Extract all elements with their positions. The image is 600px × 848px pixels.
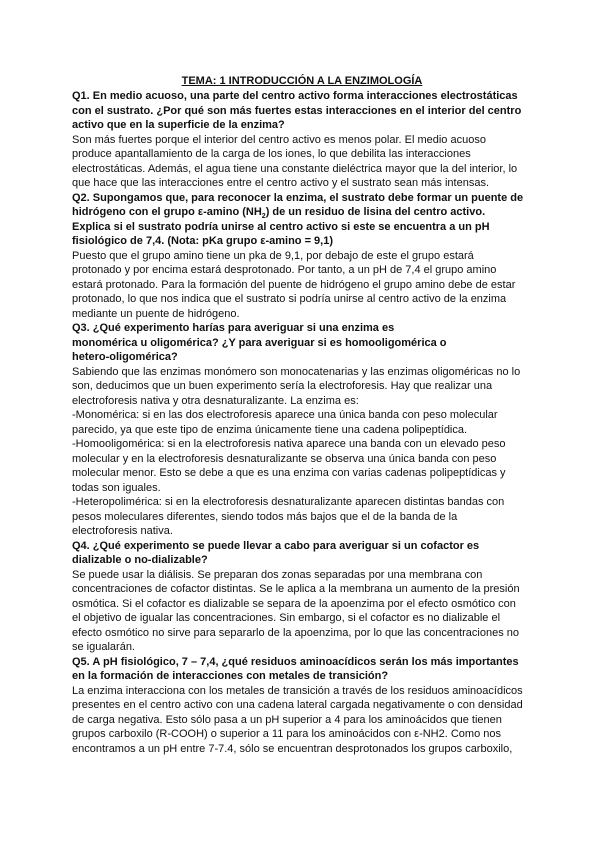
answer-3-line: molecular y en la electroforesis desnaturalizante se observa una única banda con peso [72,452,497,465]
answer-5-line: presentes en el centro activo con una cadena lateral cargada negativamente o con densidad [72,699,523,711]
question-5-line: Q5. A pH fisiológico, 7 – 7,4, ¿qué residuos aminoacídicos serán los más importantes [72,655,519,668]
question-3 [72,321,532,365]
question-1-line: Q1. En medio acuoso, una parte del centro activo forma interacciones electrostáticas [72,90,518,102]
answer-4-line: efecto osmótico no sirve para separarlo de la apoenzima, por lo que las concentraciones no [72,626,519,639]
answer-1-line: produce apantallamiento de la carga de los iones, lo que debilita las interacciones [72,148,471,160]
question-3-line: hetero-oligomérica? [72,351,178,363]
answer-3-line: electroforesis nativa. [72,525,173,537]
question-1-line: con el sustrato. ¿Por qué son más fuertes estas interacciones en el interior del centro [72,104,522,117]
answer-3-line: molecular menor. Esto se debe a que es una enzima con varias cadenas polipeptídicas y [72,467,506,479]
question-2-line: fisiológico de 7,4. (Nota: pKa grupo ε-amino = 9,1) [72,235,333,247]
question-1-line: activo que en la superficie de la enzima? [72,119,285,131]
answer-3-line: Sabiendo que las enzimas monómero son monocatenarias y las enzimas oligoméricas no lo [72,365,521,378]
answer-2-line: mediante un puente de hidrógeno. [72,307,240,320]
question-2-text: hidrógeno con el grupo ε-amino (NH [72,206,262,218]
answer-3-line: electroforesis nativa y otra desnaturalizante. La enzima es: [72,394,359,407]
question-5 [72,655,532,684]
answer-3-line: son, deducimos que un buen experimento sería la electroforesis. Hay que realizar una [72,380,493,392]
question-2-line [72,205,532,220]
answer-2-line: estará protonado. Para la formación del puente de hidrógeno el grupo amino debe de estar [72,278,516,291]
question-3-line: monomérica u oligomérica? ¿Y para averiguar si es homooligomérica o [72,336,447,349]
answer-3-line: pesos moleculares diferentes, siendo todos más bajos que el de la banda de la [72,510,458,523]
answer-4-line: concentraciones de cofactor distintas. Se le aplica a la membrana un aumento de la presión [72,583,520,595]
answer-2 [72,249,532,322]
answer-3 [72,365,532,539]
question-2-text: ) de un residuo de lisina del centro activo. [265,206,486,218]
answer-2-line: protonado y por encima estará desprotonado. Por tanto, a un pH de 7,4 el grupo amino [72,264,497,276]
answer-5-line: encontramos a un pH entre 7-7.4, sólo se encuentran desprotonados los grupos carboxilo, [72,742,513,755]
document-page [72,74,532,756]
answer-3-line: -Monomérica: si en las dos electroforesis aparece una única banda con peso molecular [72,409,498,421]
answer-4-line: osmótica. Si el cofactor es dializable se separa de la apoenzima por el efecto osmótico con [72,597,516,610]
answer-4-line: el objetivo de igualar las concentraciones. Sin embargo, si el cofactor es no dializable el [72,612,501,624]
question-2-line: Q2. Supongamos que, para reconocer la enzima, el sustrato debe formar un puente de [72,191,524,204]
question-4-line: Q4. ¿Qué experimento se puede llevar a cabo para averiguar si un cofactor es [72,539,480,552]
answer-5-line: La enzima interacciona con los metales de transición a través de los residuos aminoacídicos [72,684,523,697]
question-2 [72,191,532,249]
answer-1-line: que hace que las interacciones entre el centro activo y el sustrato sean más intensas. [72,177,490,189]
answer-2-line: protonado, lo que nos indica que el sustrato si podría unirse al centro activo de la enzima [72,293,507,305]
answer-4-line: Se puede usar la diálisis. Se preparan dos zonas separadas por una membrana con [72,568,483,581]
question-1 [72,89,532,133]
answer-5 [72,684,532,757]
answer-4 [72,568,532,655]
question-5-line: en la formación de interacciones con metales de transición? [72,670,389,682]
answer-3-line: -Heteropolimérica: si en la electroforesis desnaturalizante aparecen distintas bandas con [72,496,505,508]
answer-1 [72,133,532,191]
answer-5-line: grupos carboxilo (R-COOH) o superior a 11 para los aminoácidos con ε-NH2. Como nos [72,728,501,740]
answer-1-line: Son más fuertes porque el interior del centro activo es menos polar. El medio acuoso [72,133,486,146]
answer-5-line: de carga negativa. Esto sólo pasa a un pH superior a 4 para los aminoácidos que tienen [72,713,502,726]
question-4 [72,539,532,568]
document-title: TEMA: 1 INTRODUCCIÓN A LA ENZIMOLOGÍA [181,75,423,87]
question-3-line: Q3. ¿Qué experimento harías para averiguar si una enzima es [72,322,395,334]
answer-2-line: Puesto que el grupo amino tiene un pka de 9,1, por debajo de este el grupo estará [72,249,474,262]
answer-1-line: electrostáticas. Además, el agua tiene una constante dieléctrica mayor que la del interior, lo [72,162,518,175]
answer-3-line: todas son iguales. [72,481,161,494]
answer-3-line: parecido, ya que este tipo de enzima únicamente tiene una cadena polipeptídica. [72,423,468,436]
subscript-2: 2 [261,213,266,221]
question-4-line: dializable o no-dializable? [72,554,208,566]
answer-4-line: se igualarán. [72,641,135,653]
answer-3-line: -Homooligomérica: si en la electroforesis nativa aparece una banda con un elevado peso [72,438,506,450]
question-2-line: Explica si el sustrato podría unirse al centro activo si este se encuentra a un pH [72,220,490,233]
